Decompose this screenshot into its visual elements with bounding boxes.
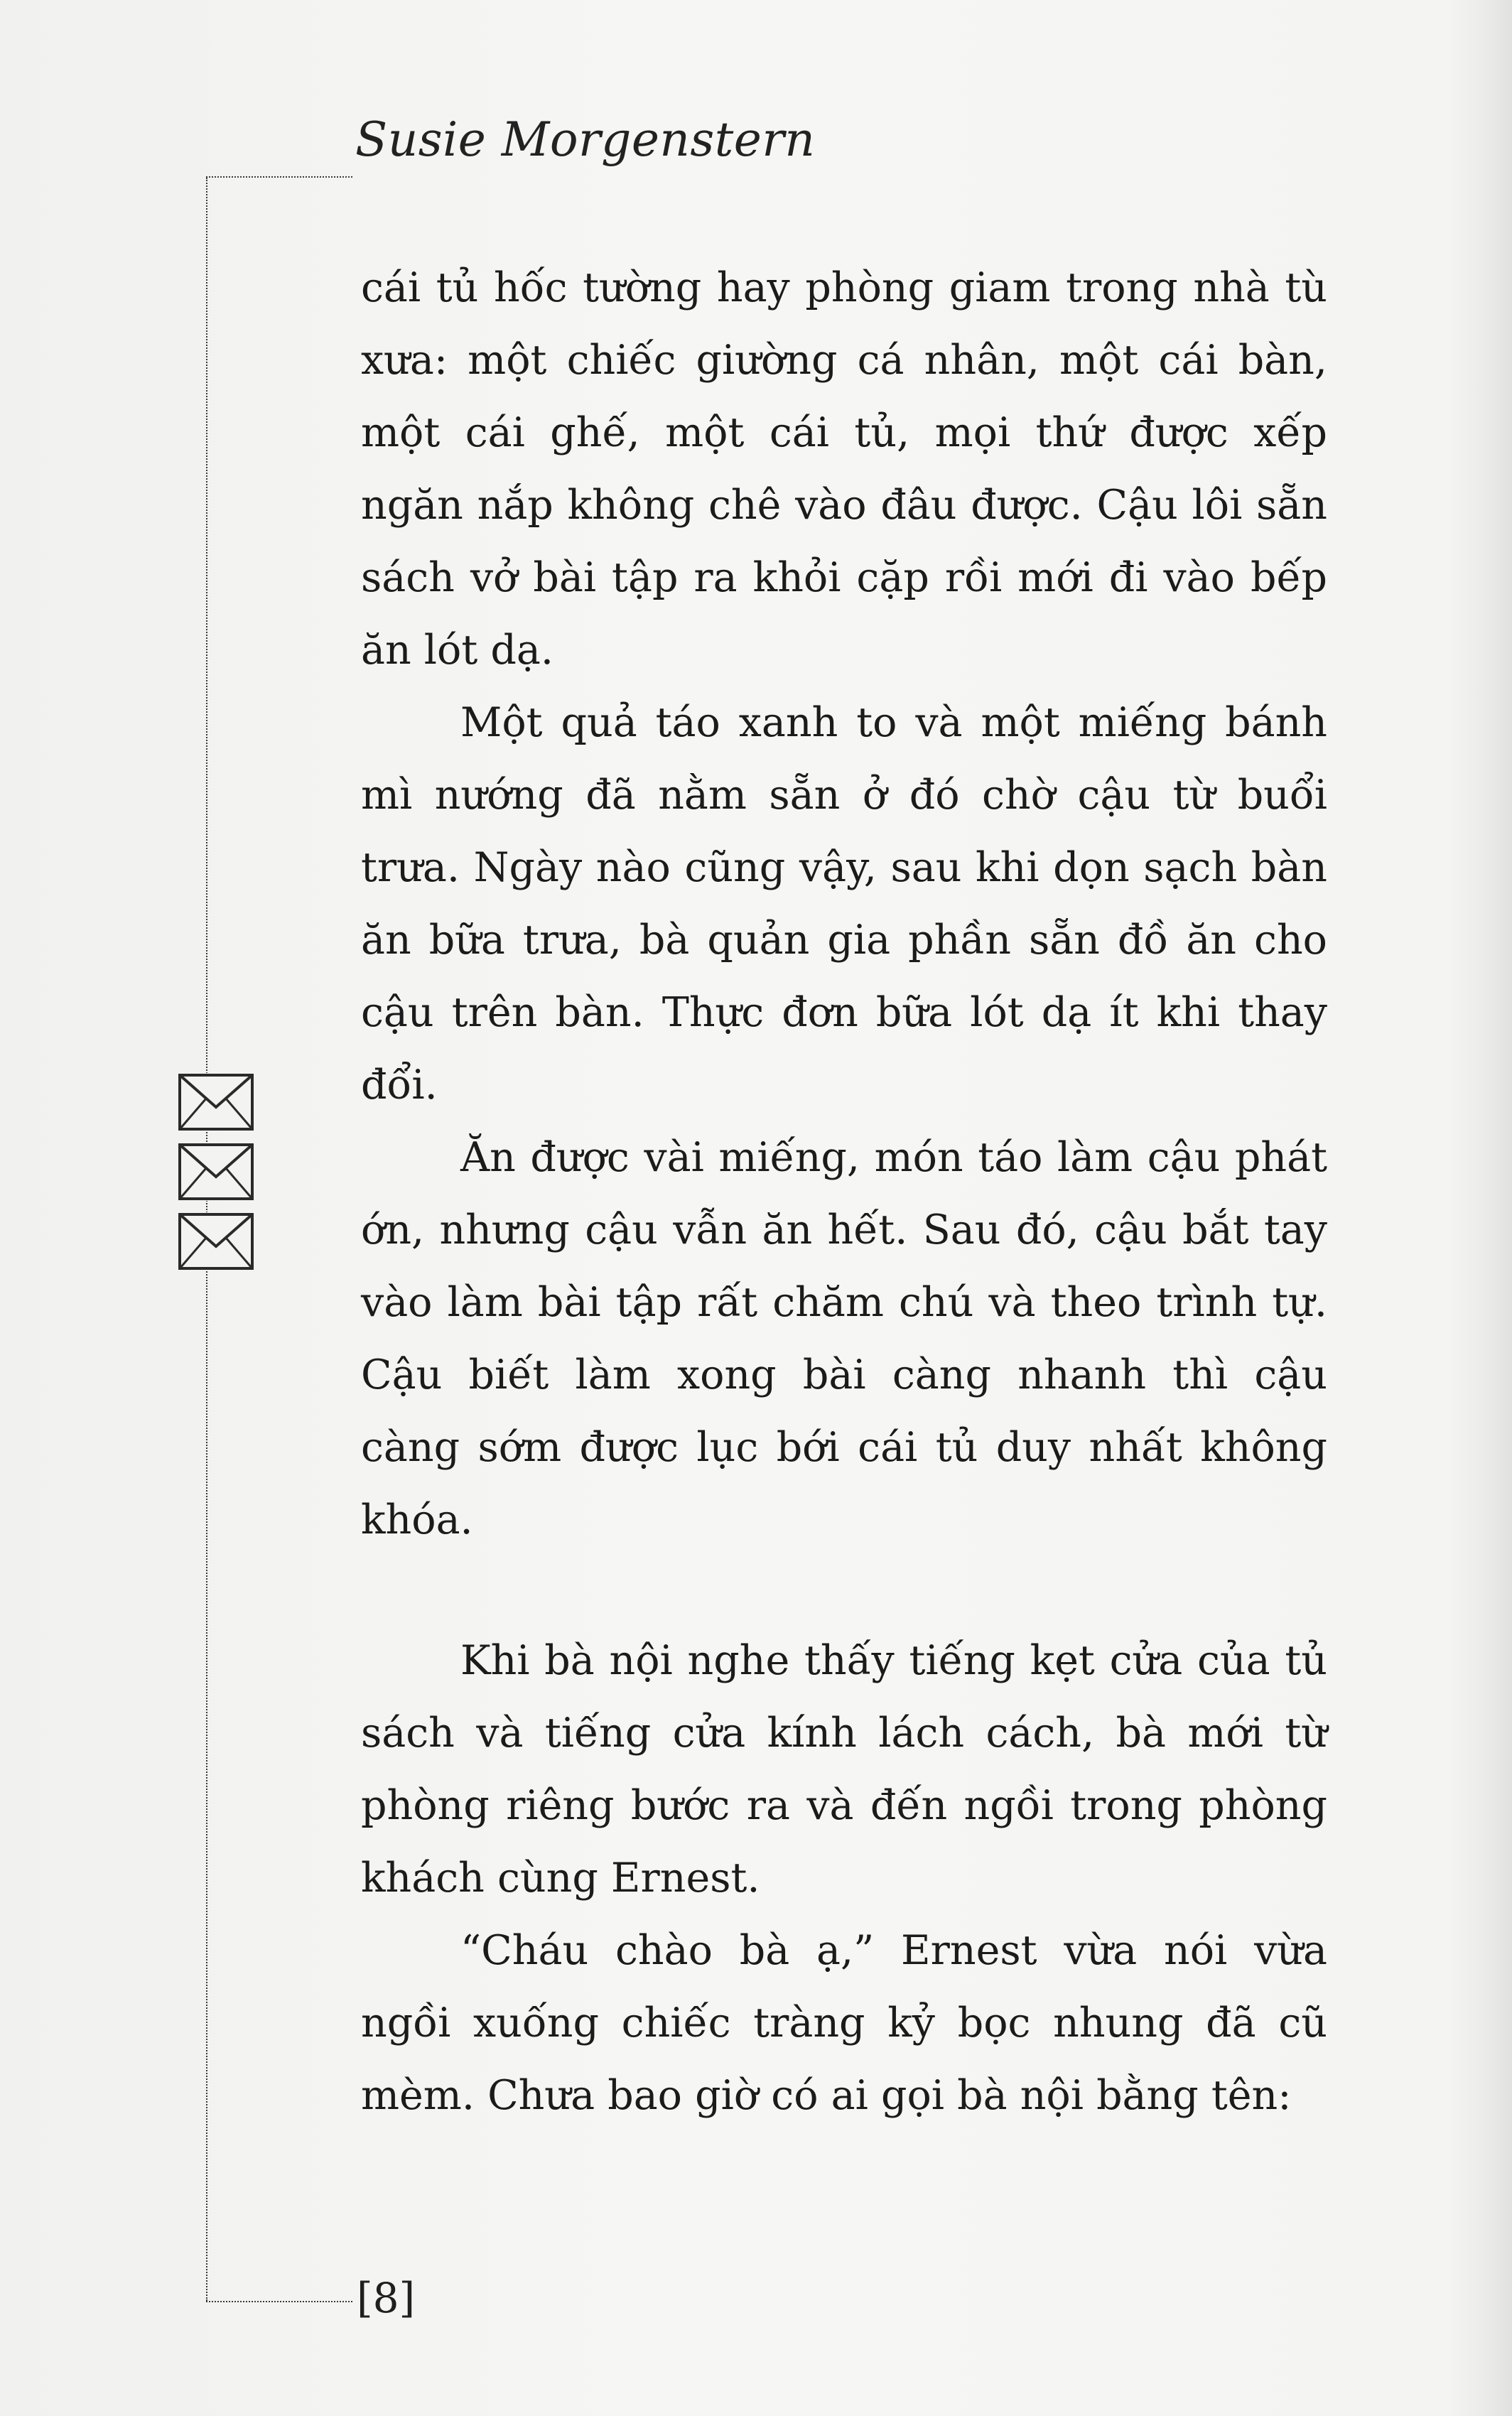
envelope-icon xyxy=(178,1073,254,1131)
bottom-dotted-line xyxy=(206,2301,352,2302)
page-number: [8] xyxy=(357,2274,416,2322)
author-header: Susie Morgenstern xyxy=(355,112,816,167)
envelope-icon xyxy=(178,1143,254,1201)
header-dotted-line xyxy=(206,176,352,178)
paragraph: “Cháu chào bà ạ,” Ernest vừa nói vừa ngồi xuống chiếc tràng kỷ bọc nhung đã cũ mèm. Chưa bao giờ có ai gọi bà nội bằng tên: xyxy=(361,1927,1327,2119)
paragraph: Khi bà nội nghe thấy tiếng kẹt cửa của tủ sách và tiếng cửa kính lách cách, bà mới từ phòng riêng bước ra và đến ngồi trong phòng khách cùng Ernest. xyxy=(361,1637,1327,1902)
paragraph: Một quả táo xanh to và một miếng bánh mì nướng đã nằm sẵn ở đó chờ cậu từ buổi trưa. Ngày nào cũng vậy, sau khi dọn sạch bàn ăn bữa trưa, bà quản gia phần sẵn đồ ăn cho cậu trên bàn. Thực đơn bữa lót dạ ít khi thay đổi. xyxy=(361,699,1327,1109)
envelope-stack xyxy=(178,1073,260,1282)
paragraph: Ăn được vài miếng, món táo làm cậu phát ớn, nhưng cậu vẫn ăn hết. Sau đó, cậu bắt tay vào làm bài tập rất chăm chú và theo trình tự. Cậu biết làm xong bài càng nhanh thì cậu càng sớm được lục bới cái tủ duy nhất không khóa. xyxy=(361,1134,1327,1543)
body-text xyxy=(361,252,1327,2132)
page-edge-shadow xyxy=(1448,0,1512,2416)
envelope-icon xyxy=(178,1212,254,1271)
paragraph: cái tủ hốc tường hay phòng giam trong nhà tù xưa: một chiếc giường cá nhân, một cái bàn, một cái ghế, một cái tủ, mọi thứ được xếp ngăn nắp không chê vào đâu được. Cậu lôi sẵn sách vở bài tập ra khỏi cặp rồi mới đi vào bếp ăn lót dạ. xyxy=(361,264,1327,674)
